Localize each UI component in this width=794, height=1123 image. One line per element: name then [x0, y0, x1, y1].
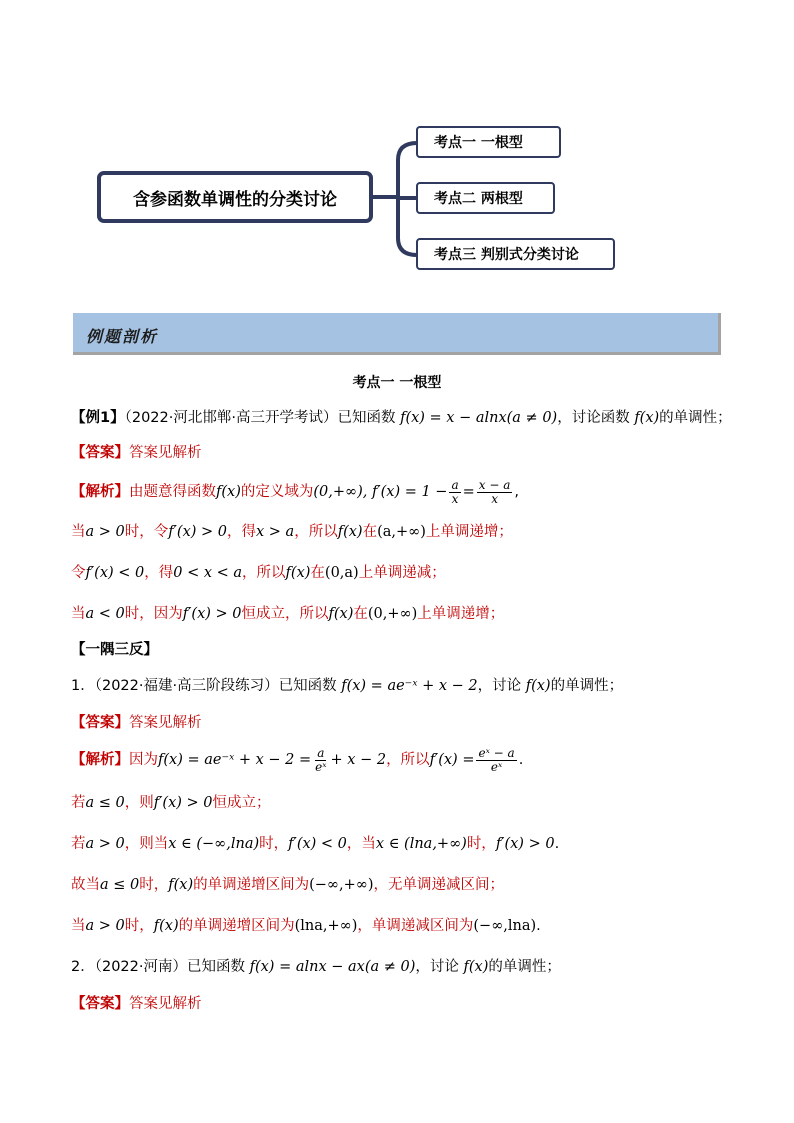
- banner-title: 例题剖析: [86, 327, 159, 346]
- mindmap-node-2: 考点二 两根型: [416, 182, 555, 214]
- question1-analysis-line5: 当a > 0时，f(x)的单调递增区间为(lna,+∞)，单调递减区间为(−∞,lna).: [71, 918, 541, 934]
- section-banner: [73, 313, 721, 355]
- question2-answer: 【答案】答案见解析: [71, 996, 202, 1012]
- fraction-a-over-x: $\frac{a}{x}$: [451, 477, 459, 506]
- question1-analysis-line1: 【解析】 因为 f(x) = ae⁻ˣ + x − 2 = $\frac{a}{\text{eˣ}}$ + x − 2 ，所以 f′(x) = $\frac{\text{eˣ − a}}{\text{eˣ}}$ .: [71, 745, 524, 774]
- mindmap-root: 含参函数单调性的分类讨论: [97, 171, 373, 223]
- example1-question: 【例1】（2022·河北邯郸·高三开学考试）已知函数 f(x) = x − alnx(a ≠ 0)，讨论函数 f(x)的单调性；: [71, 410, 732, 426]
- fraction-a-over-ex: $\frac{a}{\text{eˣ}}$: [315, 745, 327, 774]
- example1-analysis-line4: 当a < 0时，因为f′(x) > 0恒成立，所以f(x)在(0,+∞)上单调递增；: [71, 606, 505, 622]
- section-title: 考点一 一根型: [352, 375, 442, 391]
- mindmap-connectors: [0, 0, 794, 300]
- question1-analysis-line3: 若a > 0，则当x ∈ (−∞,lna)时，f′(x) < 0，当x ∈ (lna,+∞)时，f′(x) > 0.: [71, 836, 560, 852]
- question1-analysis-line2: 若a ≤ 0，则f′(x) > 0恒成立；: [71, 795, 271, 811]
- question1: 1．（2022·福建·高三阶段练习）已知函数 f(x) = ae⁻ˣ + x − 2，讨论 f(x)的单调性；: [71, 678, 624, 694]
- example1-analysis-line1: 【解析】 由题意得函数 f(x) 的定义域为 (0,+∞), f′(x) = 1 − $\frac{a}{x}$ = $\frac{x - a}{x}$ ,: [71, 477, 519, 506]
- question1-analysis-line4: 故当a ≤ 0时，f(x)的单调递增区间为(−∞,+∞)，无单调递减区间；: [71, 877, 504, 893]
- question1-answer: 【答案】答案见解析: [71, 715, 202, 731]
- mindmap-node-1: 考点一 一根型: [416, 126, 561, 158]
- fraction-ex-minus-a-over-ex: $\frac{\text{eˣ − a}}{\text{eˣ}}$: [478, 745, 515, 774]
- question2: 2．（2022·河南）已知函数 f(x) = alnx − ax(a ≠ 0)，讨论 f(x)的单调性；: [71, 959, 561, 975]
- example1-analysis-line3: 令f′(x) < 0，得0 < x < a，所以f(x)在(0,a)上单调递减；: [71, 565, 446, 581]
- mindmap-node-3: 考点三 判别式分类讨论: [416, 238, 615, 270]
- practice-header: 【一隅三反】: [71, 642, 158, 658]
- fraction-x-minus-a-over-x: $\frac{x - a}{x}$: [478, 477, 511, 506]
- example1-analysis-line2: 当a > 0时，令f′(x) > 0，得x > a，所以f(x)在(a,+∞)上单调递增；: [71, 524, 513, 540]
- example1-answer: 【答案】答案见解析: [71, 445, 202, 461]
